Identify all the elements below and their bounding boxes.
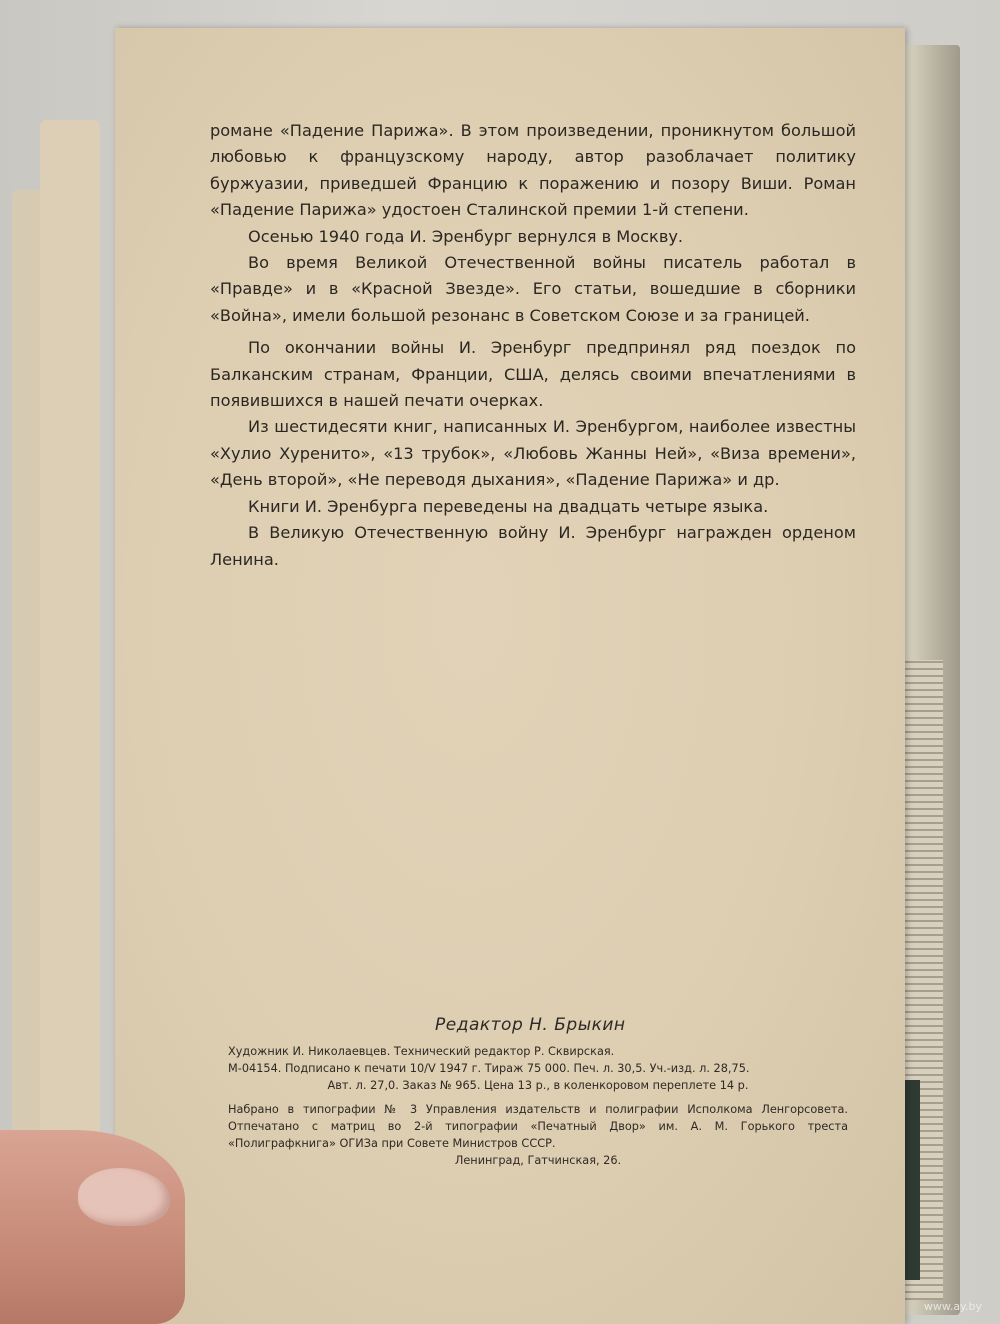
imprint-line: Ленинград, Гатчинская, 26. bbox=[454, 1154, 622, 1167]
paragraph: Из шестидесяти книг, написанных И. Эренбургом, наиболее известны «Хулио Хуренито», «13 трубок», «Любовь Жанны Ней», «Виза времени», «День второй», «Не переводя дыхания», «Падение Парижа» и др. bbox=[210, 417, 856, 490]
paragraph: По окончании войны И. Эренбург предпринял ряд поездок по Балканским странам, Франции, США, делясь своими впечатлениями в появившихся в нашей печати очерках. bbox=[210, 338, 856, 411]
background-page-edge bbox=[40, 120, 100, 1300]
imprint-line: Авт. л. 27,0. Заказ № 965. Цена 13 р., в коленкоровом переплете 14 р. bbox=[327, 1079, 749, 1092]
imprint-line: Художник И. Николаевцев. Технический редактор Р. Сквирская. bbox=[228, 1045, 615, 1058]
paragraph: Книги И. Эренбурга переведены на двадцать четыре языка. bbox=[248, 496, 769, 516]
paragraph: романе «Падение Парижа». В этом произведении, проникнутом большой любовью к французскому народу, автор разоблачает политику буржуазии, приведшей Францию к поражению и позору Виши. Роман «Падение Парижа» удостоен Сталинской премии 1-й степени. bbox=[210, 121, 856, 220]
holding-thumb bbox=[0, 1130, 185, 1324]
publication-imprint bbox=[228, 1043, 848, 1169]
paragraph: В Великую Отечественную войну И. Эренбург награжден орденом Ленина. bbox=[210, 523, 856, 569]
page-body-text bbox=[210, 118, 856, 573]
paragraph: Во время Великой Отечественной войны писатель работал в «Правде» и в «Красной Звезде». Его статьи, вошедшие в сборники «Война», имели большой резонанс в Советском Союзе и за границей. bbox=[210, 253, 856, 325]
imprint-line: М-04154. Подписано к печати 10/V 1947 г. Тираж 75 000. Печ. л. 30,5. Уч.-изд. л. 28,75. bbox=[228, 1062, 750, 1075]
watermark: www.ay.by bbox=[923, 1300, 982, 1313]
paragraph: Осенью 1940 года И. Эренбург вернулся в Москву. bbox=[248, 226, 684, 246]
editor-credit: Редактор Н. Брыкин bbox=[435, 1015, 626, 1035]
imprint-line: Набрано в типографии № 3 Управления издательств и полиграфии Исполкома Ленгорсовета. Отпечатано с матриц во 2-й типографии «Печатный Двор» им. А. М. Горького треста «Полиграфкнига» ОГИЗа при Совете Министров СССР. bbox=[228, 1103, 848, 1150]
